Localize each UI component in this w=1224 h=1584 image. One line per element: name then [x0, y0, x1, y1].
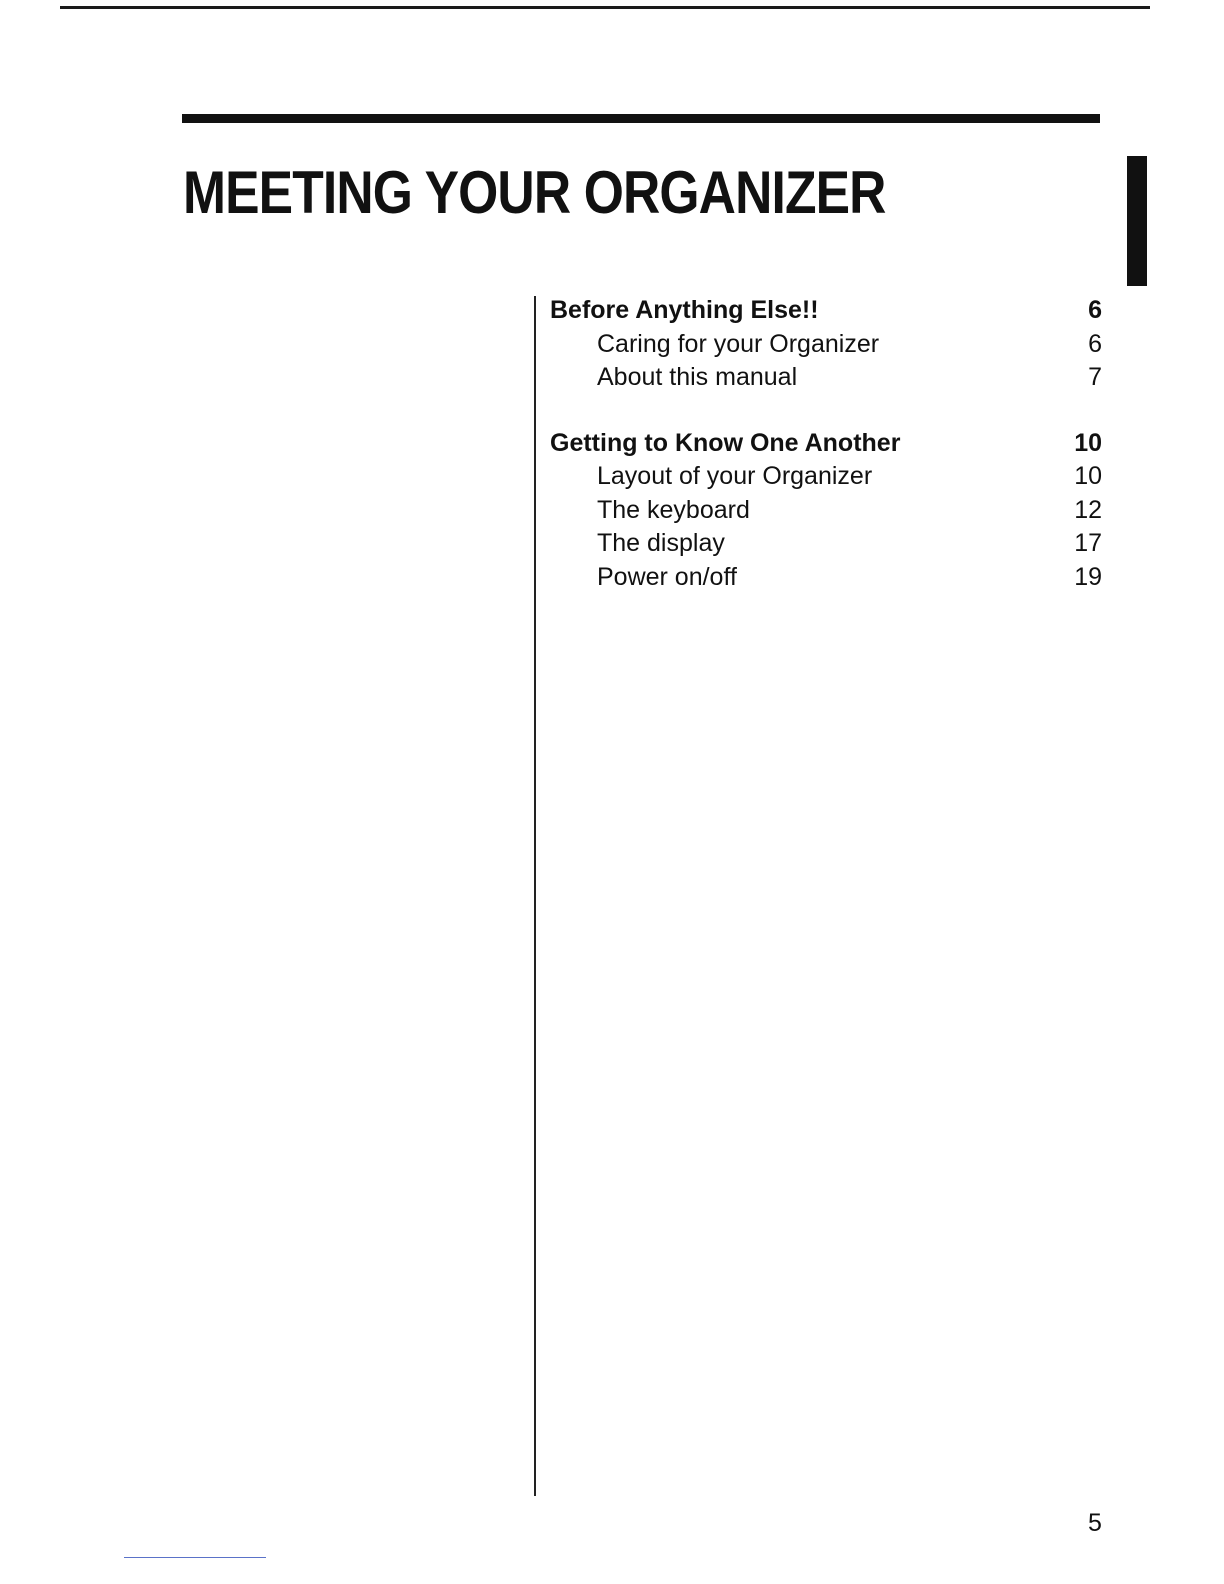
toc-entry-page: 6	[1088, 329, 1102, 358]
table-of-contents	[550, 294, 1102, 626]
toc-entry-label: Power on/off	[597, 562, 737, 591]
toc-entry-page: 17	[1074, 529, 1102, 557]
title-bar	[182, 114, 1100, 123]
toc-entry-row[interactable]	[550, 494, 1102, 528]
toc-entry-row[interactable]	[550, 460, 1102, 494]
toc-entry-page: 10	[1074, 462, 1102, 490]
toc-entry-page: 19	[1074, 562, 1102, 591]
page-title: MEETING YOUR ORGANIZER	[183, 159, 886, 226]
toc-heading-label: Getting to Know One Another	[550, 428, 901, 457]
toc-section	[550, 294, 1102, 395]
toc-entry-row[interactable]	[550, 328, 1102, 362]
column-divider	[534, 296, 536, 1496]
toc-entry-page: 7	[1088, 363, 1102, 391]
toc-entry-label: Layout of your Organizer	[597, 462, 873, 490]
toc-heading-row[interactable]	[550, 294, 1102, 328]
toc-entry-label: The display	[597, 529, 725, 557]
toc-heading-row[interactable]	[550, 427, 1102, 461]
toc-section	[550, 427, 1102, 595]
toc-entry-label: Caring for your Organizer	[597, 329, 880, 358]
toc-entry-row[interactable]	[550, 527, 1102, 561]
top-rule	[60, 6, 1150, 9]
bottom-mark	[124, 1557, 266, 1558]
toc-entry-page: 12	[1074, 495, 1102, 524]
toc-entry-label: The keyboard	[597, 495, 750, 524]
toc-heading-page: 10	[1074, 428, 1102, 457]
page-number: 5	[1088, 1509, 1102, 1537]
chapter-thumb-tab	[1127, 156, 1147, 286]
toc-entry-row[interactable]	[550, 361, 1102, 395]
toc-heading-label: Before Anything Else!!	[550, 296, 819, 324]
toc-entry-label: About this manual	[597, 363, 798, 391]
toc-entry-row[interactable]	[550, 561, 1102, 595]
toc-heading-page: 6	[1088, 296, 1102, 324]
